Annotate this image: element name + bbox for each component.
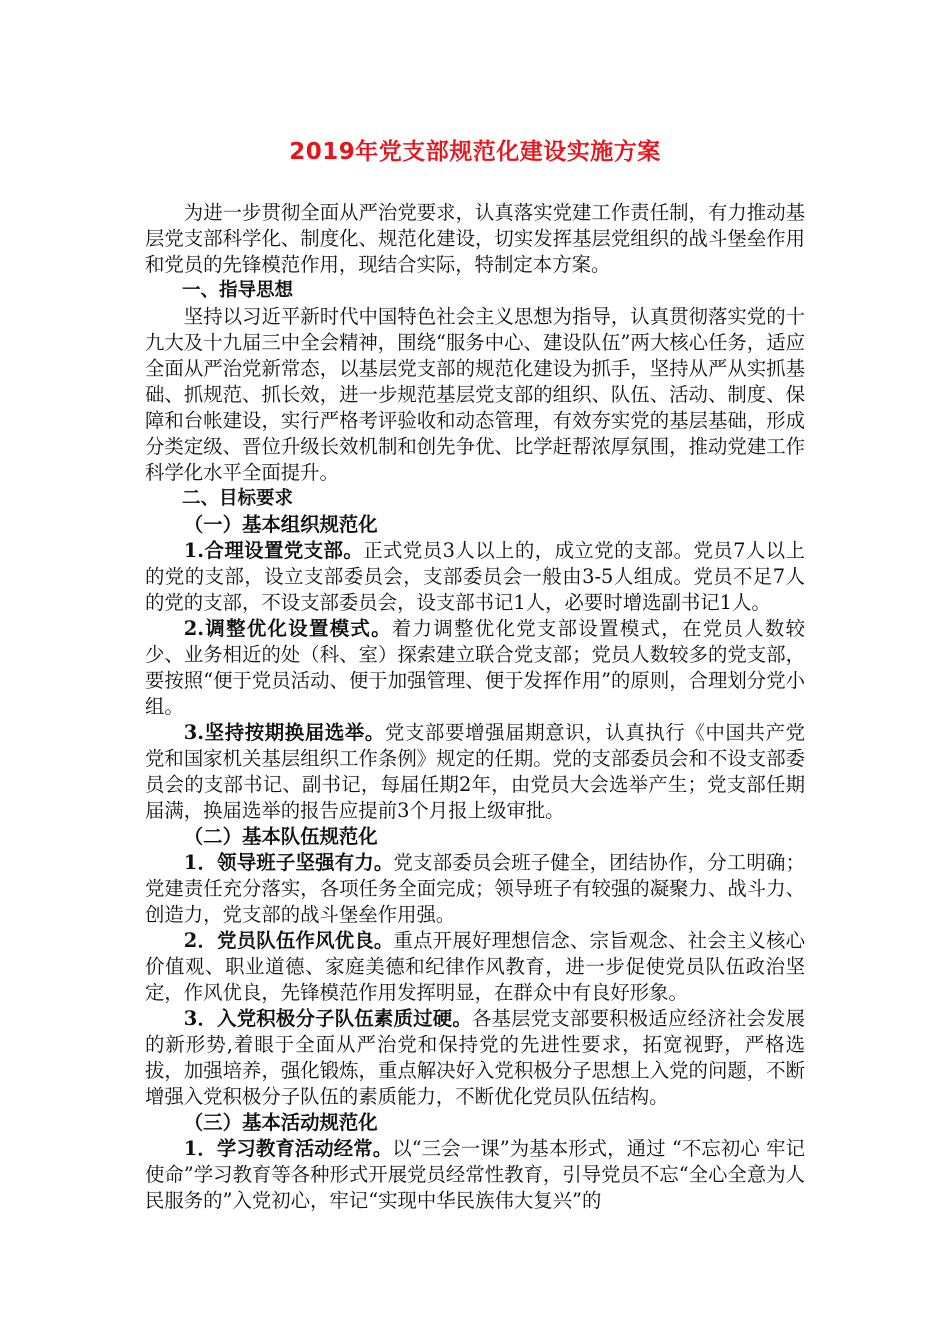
subsection-heading-team: （二）基本队伍规范化 xyxy=(183,825,378,848)
list-item xyxy=(145,850,805,928)
list-item xyxy=(145,720,805,824)
intro-paragraph: 为进一步贯彻全面从严治党要求，认真落实党建工作责任制，有力推动基层党支部科学化、制度化、规范化建设，切实发挥基层党组织的战斗堡垒作用和党员的先锋模范作用，现结合实际，特制定本方案。 xyxy=(145,201,805,276)
subsection-heading-activities: （三）基本活动规范化 xyxy=(183,1111,378,1134)
document-title: 2019年党支部规范化建设实施方案 xyxy=(289,139,661,165)
section-paragraph-guiding-ideology: 坚持以习近平新时代中国特色社会主义思想为指导，认真贯彻落实党的十九大及十九届三中全会精神，围绕“服务中心、建设队伍”两大核心任务，适应全面从严治党新常态，以基层党支部的规范化建设为抓手，坚持从严从实抓基础、抓规范、抓长效，进一步规范基层党支部的组织、队伍、活动、制度、保障和台帐建设，实行严格考评验收和动态管理，有效夯实党的基层基础，形成分类定级、晋位升级长效机制和创先争优、比学赶帮浓厚氛围，推动党建工作科学化水平全面提升。 xyxy=(145,305,805,484)
item-text: 党支部委员会班子健全，团结协作，分工明确；党建责任充分落实，各项任务全面完成；领导班子有较强的凝聚力、战斗力、创造力，党支部的战斗堡垒作用强。 xyxy=(145,851,806,926)
list-item xyxy=(145,616,805,720)
item-lead: 2．党员队伍作风优良。 xyxy=(183,929,394,952)
item-text: 以“三会一课”为基本形式，通过 “不忘初心 牢记使命”学习教育等各种形式开展党员经常性教育，引导党员不忘“全心全意为人民服务的”入党初心，牢记“实现中华民族伟大复兴”的 xyxy=(145,1137,805,1212)
item-text: 重点开展好理想信念、宗旨观念、社会主义核心价值观、职业道德、家庭美德和纪律作风教育，进一步促使党员队伍政治坚定，作风优良，先锋模范作用发挥明显，在群众中有良好形象。 xyxy=(145,929,806,1004)
item-text: 着力调整优化党支部设置模式，在党员人数较少、业务相近的处（科、室）探索建立联合党支部；党员人数较多的党支部，要按照“便于党员活动、便于加强管理、便于发挥作用”的原则，合理划分党小组。 xyxy=(145,617,805,718)
section-heading-guiding-ideology: 一、指导思想 xyxy=(182,280,294,301)
item-text: 党支部要增强届期意识，认真执行《中国共产党党和国家机关基层组织工作条例》规定的任期。党的支部委员会和不设支部委员会的支部书记、副书记，每届任期2年，由党员大会选举产生；党支部任期届满，换届选举的报告应提前3个月报上级审批。 xyxy=(145,721,805,822)
list-item xyxy=(145,1136,805,1214)
subsection-heading-organization: （一）基本组织规范化 xyxy=(183,513,378,536)
item-lead: 3.坚持按期换届选举。 xyxy=(183,721,385,744)
list-item xyxy=(145,928,805,1006)
item-text: 各基层党支部要积极适应经济社会发展的新形势,着眼于全面从严治党和保持党的先进性要求，拓宽视野，严格选拔，加强培养，强化锻炼，重点解决好入党积极分子思想上入党的问题，不断增强入党积极分子队伍的素质能力，不断优化党员队伍结构。 xyxy=(145,1007,805,1108)
item-lead: 2.调整优化设置模式。 xyxy=(183,617,392,640)
item-lead: 1.合理设置党支部。 xyxy=(183,539,364,562)
list-item xyxy=(145,1006,805,1110)
list-item xyxy=(145,538,805,616)
item-text: 正式党员3人以上的，成立党的支部。党员7人以上的党的支部，设立支部委员会，支部委员会一般由3-5人组成。党员不足7人的党的支部，不设支部委员会，设支部书记1人，必要时增选副书记1人。 xyxy=(145,539,805,614)
section-heading-goals: 二、目标要求 xyxy=(182,488,294,509)
item-lead: 1．领导班子坚强有力。 xyxy=(183,851,394,874)
item-lead: 1．学习教育活动经常。 xyxy=(183,1137,393,1160)
document-body xyxy=(145,200,805,1214)
item-lead: 3．入党积极分子队伍素质过硬。 xyxy=(183,1007,472,1030)
